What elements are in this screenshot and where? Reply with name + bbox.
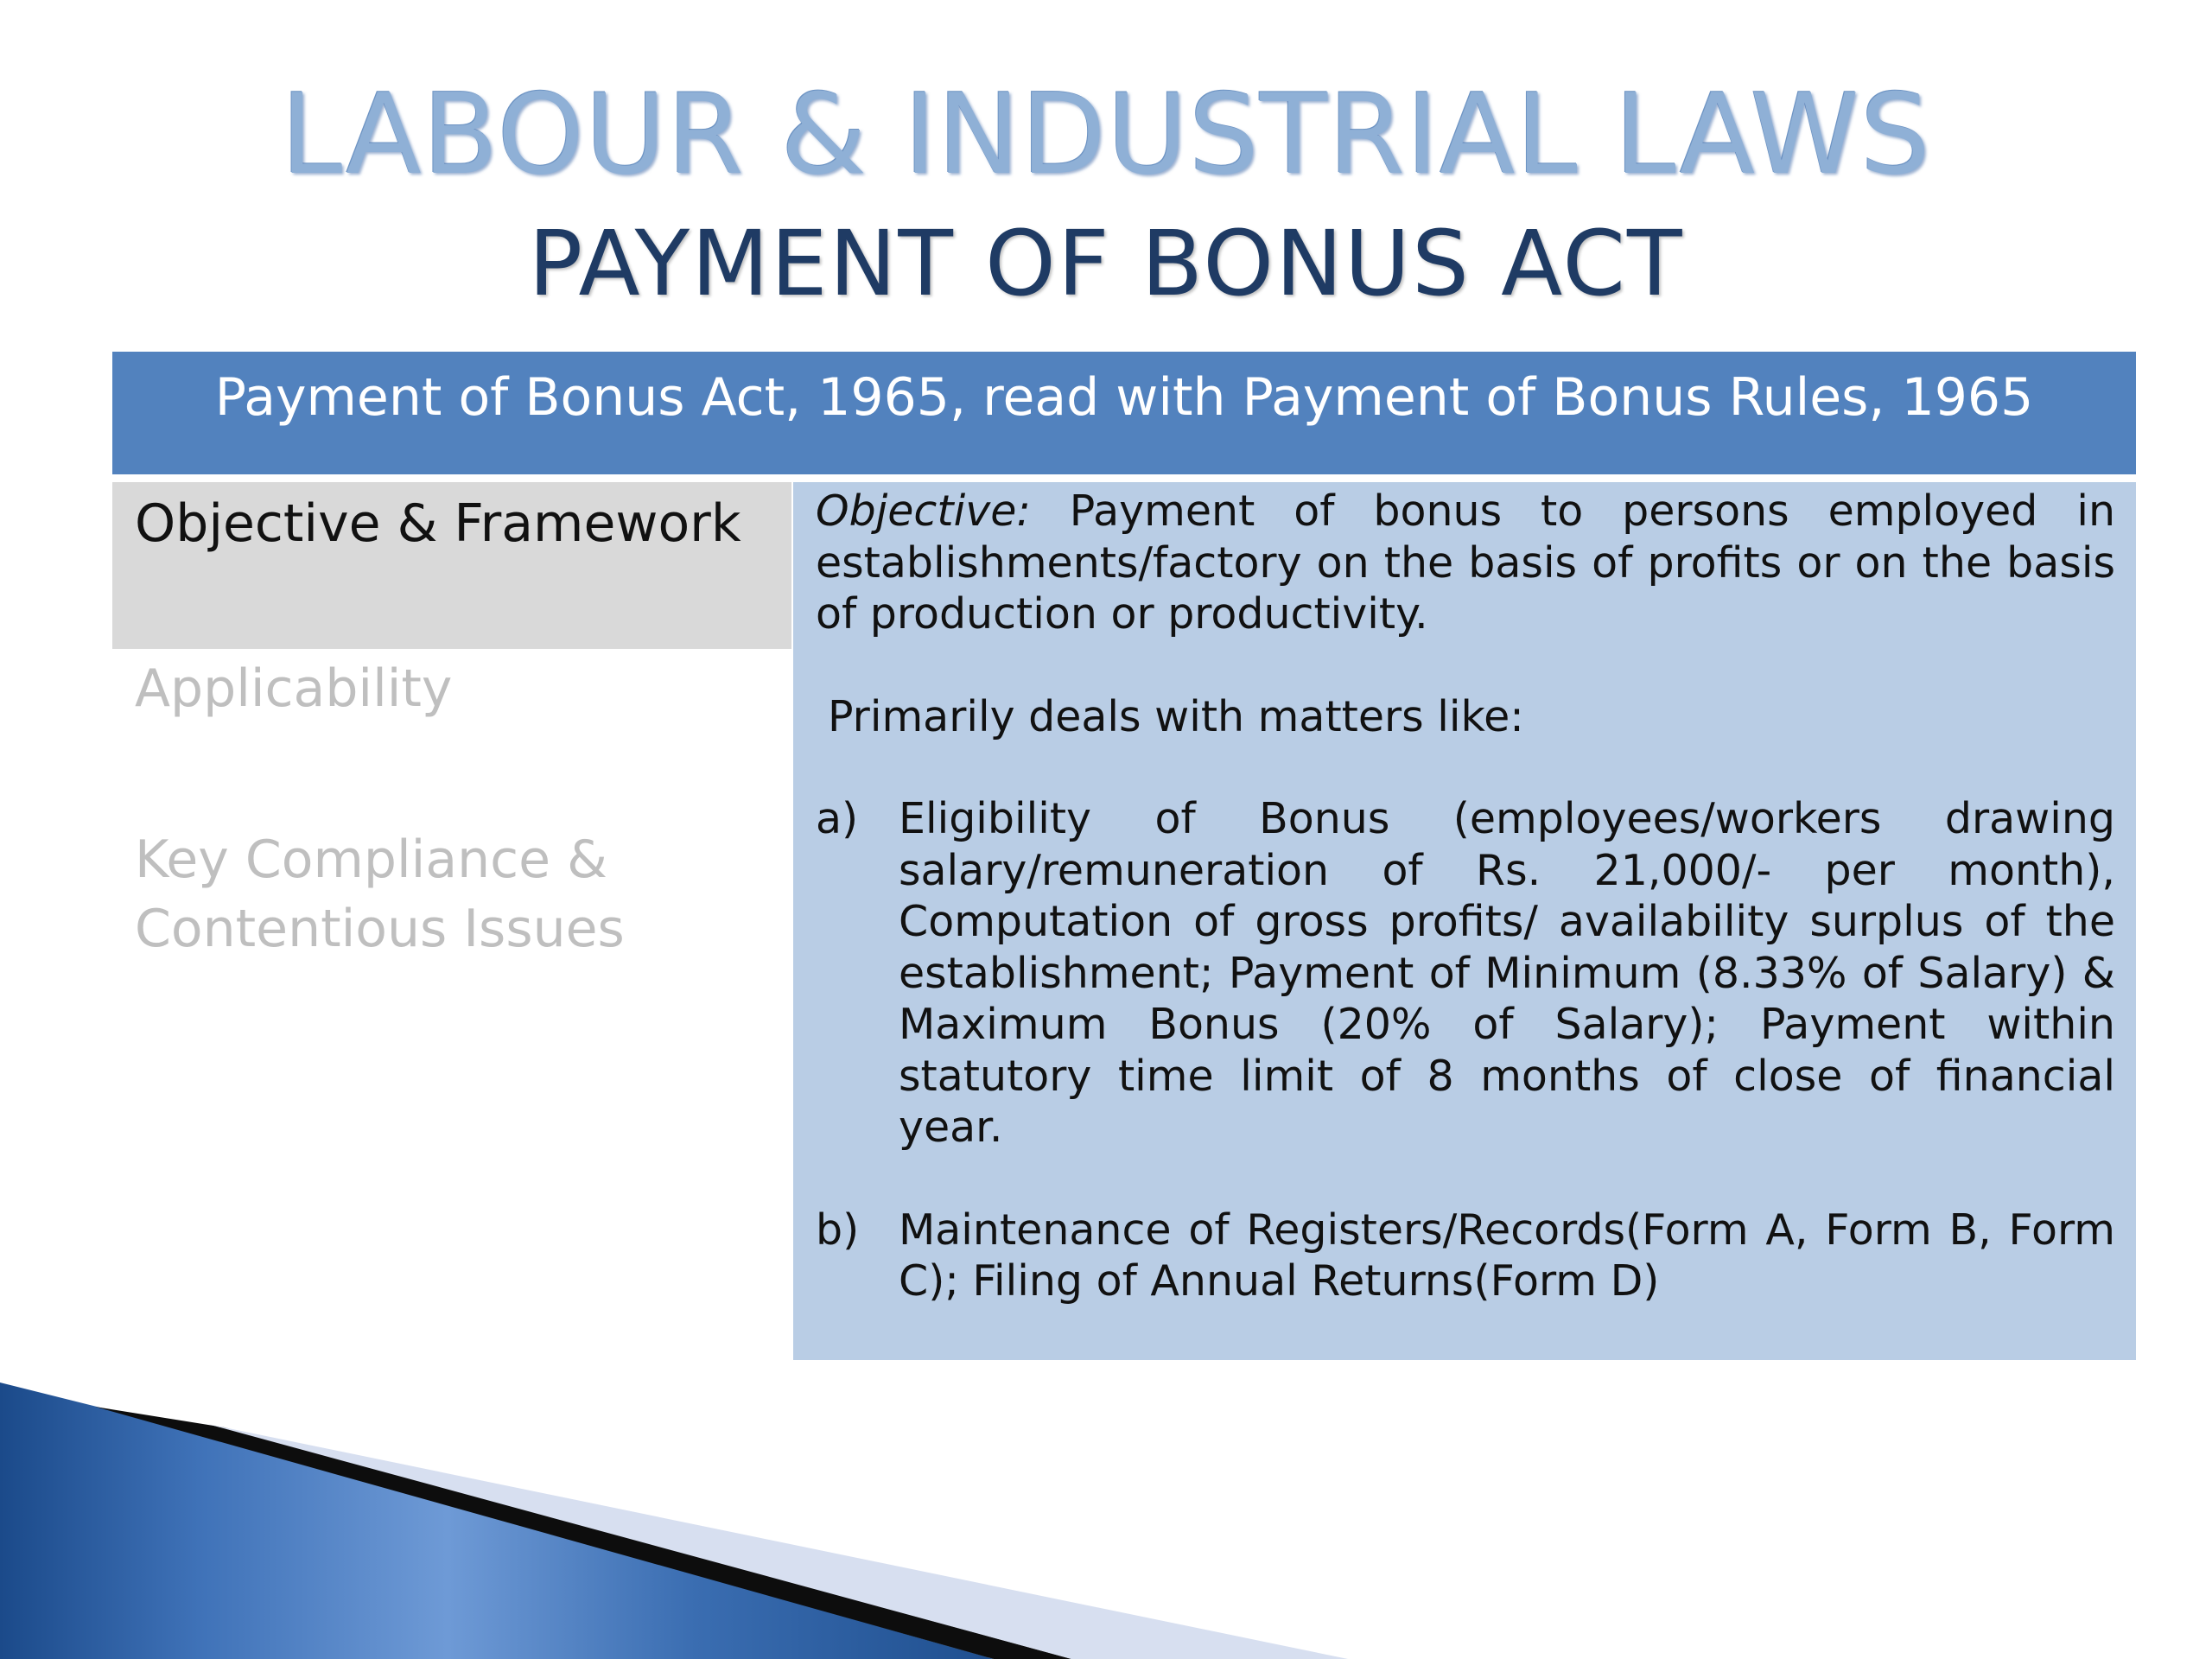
sidebar-item-label: Key Compliance & Contentious Issues [135,830,625,959]
slide-title: LABOUR & INDUSTRIAL LAWS [281,71,1931,200]
primary-matters-text: Primarily deals with matters like: [828,691,1524,741]
slide-subtitle: PAYMENT OF BONUS ACT [528,211,1684,316]
header-bar [112,352,2136,474]
content-panel [793,482,2136,1360]
objective-paragraph [816,486,2115,640]
list-item [816,1205,2115,1307]
list-text: Eligibility of Bonus (employees/workers drawing salary/remuneration of Rs. 21,000/- per month), Computation of gross profits/ availability surplus of the establishment; Payment of Minimum (8.33% of Salary) & Maximum Bonus (20% of Salary); Payment within statutory time limit of 8 months of close of financial year. [899,794,2115,1152]
list-marker: a) [816,794,859,843]
sidebar-item-key-compliance[interactable] [112,825,791,963]
sidebar-item-applicability[interactable] [112,654,791,723]
header-text: Payment of Bonus Act, 1965, read with Payment of Bonus Rules, 1965 [214,367,2034,428]
swoosh-blue-shape [0,1382,994,1659]
objective-text: Payment of bonus to persons employed in establishments/factory on the basis of profits or on the basis of production or productivity. [816,486,2115,639]
sidebar-item-label: Applicability [135,658,453,719]
list-item [816,793,2115,1154]
sidebar-item-objective-framework[interactable] [112,482,791,649]
decorative-swoosh [0,1382,2212,1659]
list-text: Maintenance of Registers/Records(Form A, Form B, Form C); Filing of Annual Returns(Form D) [899,1205,2115,1306]
sidebar-item-label: Objective & Framework [135,493,741,554]
list-marker: b) [816,1205,860,1255]
objective-label: Objective: [816,486,1031,536]
